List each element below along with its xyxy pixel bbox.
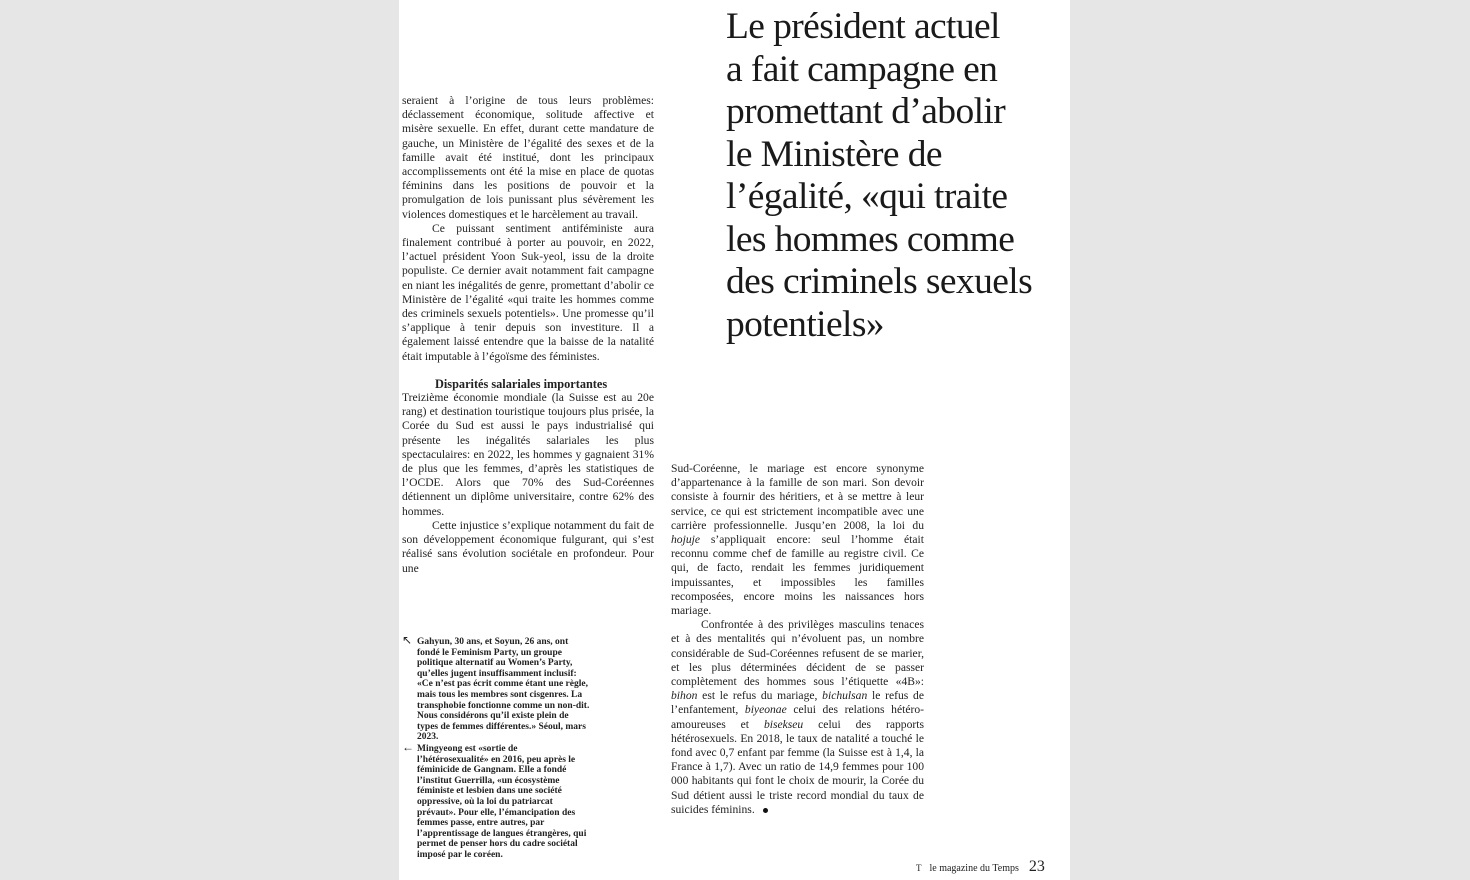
term-biyeonae: biyeonae: [744, 703, 787, 717]
term-bihon: bihon: [671, 689, 698, 703]
article-column-left: [402, 94, 654, 576]
magazine-logo: T: [916, 863, 922, 873]
text-run: celui des rapports hétérosexuels. En 2018, le taux de natalité a touché le fond avec 0,7 enfant par femme (la Suisse est à 1,4, la France à 1,7). Avec un ratio de 14,9 femmes pour 100 000 habitants qui font le choix de mourir, la Corée du Sud détient aussi le triste record mondial du taux de suicides féminins.: [671, 717, 924, 816]
text-run: le refus de l’enfantement,: [671, 689, 924, 717]
pull-quote-line: a fait campagne en: [726, 48, 998, 90]
end-of-article-bullet-icon: [763, 808, 768, 813]
pull-quote-line: Le président actuel: [726, 6, 1000, 47]
photo-caption: [402, 633, 590, 743]
arrow-up-left-icon: ↖: [402, 633, 413, 647]
term-hojuje: hojuje: [671, 533, 700, 547]
caption-text: Gahyun, 30 ans, et Soyun, 26 ans, ont fondé le Feminism Party, un groupe politique alternatif au Women’s Party, qu’elles jugent insuffisamment inclusif: «Ce n’est pas écrit comme étant une règle, mais tous les membres sont cisgenres. La transphobie fonctionne comme un non-dit. Nous considérons qu’il existe plein de types de femmes différentes.» Séoul, mars 2023.: [417, 637, 590, 743]
term-bichulsan: bichulsan: [822, 689, 868, 703]
article-paragraph: seraient à l’origine de tous leurs problèmes: déclassement économique, solitude affective et misère sexuelle. En effet, durant cette mandature de gauche, un Ministère de l’égalité des sexes et de la famille avait été institué, dont les principaux accomplissements ont été la mise en place de quotas féminins dans les positions de pouvoir et la promulgation de lois punissant plus sévèrement les violences domestiques et le harcèlement au travail.: [402, 94, 654, 221]
article-paragraph: Ce puissant sentiment antiféministe aura finalement contribué à porter au pouvoir, en 2022, l’actuel président Yoon Suk-yeol, issu de la droite populiste. Ce dernier avait notamment fait campagne en niant les inégalités de genre, promettant d’abolir ce Ministère de l’égalité «qui traite les hommes comme des criminels sexuels potentiels». Une promesse qu’il s’applique à tenir depuis son investiture. Il a également laissé entendre que la baisse de la natalité était imputable à l’égoïsme des féministes.: [402, 221, 654, 363]
arrow-left-icon: ←: [402, 740, 414, 754]
pull-quote-line: promettant d’abolir: [726, 91, 1006, 132]
text-run: est le refus du mariage,: [697, 689, 823, 703]
pull-quote-line: le Ministère de: [726, 133, 942, 175]
article-paragraph: Treizième économie mondiale (la Suisse est au 20e rang) et destination touristique toujours plus prisée, la Corée du Sud est aussi le pays industrialisé qui présente les inégalités salariales les plus spectaculaires: en 2022, les hommes y gagnaient 31% de plus que les femmes, d’après les statistiques de l’OCDE. Alors que 70% des Sud-Coréennes détiennent un diplôme universitaire, contre 62% des hommes.: [402, 391, 654, 518]
article-paragraph: Cette injustice s’explique notamment du fait de son développement économique fulgurant, qui s’est réalisé sans évolution sociétale en profondeur. Pour une: [402, 518, 654, 575]
article-column-right: [671, 462, 924, 817]
caption-text: Mingyeong est «sortie de l’hétérosexualité» en 2016, peu après le féminicide de Gangnam. Elle a fondé l’institut Guerrilla, «un écosystème féministe et lesbien dans une société oppressive, où la loi du patriarcat prévaut». Pour elle, l’émancipation des femmes passe, entre autres, par l’apprentissage de langues étrangères, qui permet de penser hors du cadre sociétal imposé par le coréen.: [417, 744, 587, 860]
magazine-name: le magazine du Temps: [929, 863, 1019, 874]
text-run: Sud-Coréenne, le mariage est encore synonyme d’appartenance à la famille de son mari. Son devoir consiste à fournir des héritiers, et à se mettre à leur service, ce qui est strictement incompatible avec une carrière professionnelle. Jusqu’en 2008, la loi du: [671, 462, 924, 532]
magazine-page: [399, 0, 1070, 880]
pull-quote-line: les hommes comme: [726, 218, 1015, 260]
section-subheading: Disparités salariales importantes: [435, 376, 608, 391]
pull-quote-line: potentiels»: [726, 303, 884, 345]
pull-quote-line: l’égalité, «qui traite: [726, 176, 1008, 217]
text-run: s’appliquait encore: seul l’homme était reconnu comme chef de famille au registre civil. Ce qui, de facto, rendait les femmes juridiquement impuissantes, et impossibles les familles recomposées, encore moins les naissances hors mariage.: [671, 533, 924, 618]
page-footer: [916, 858, 1045, 876]
article-paragraph: [671, 462, 924, 618]
pull-quote: [726, 6, 1056, 346]
pull-quote-line: des criminels sexuels: [726, 261, 1033, 302]
photo-caption: [402, 740, 590, 861]
text-run: celui des relations hétéro-amoureuses et: [671, 703, 924, 731]
article-paragraph: [671, 618, 924, 817]
text-run: Confrontée à des privilèges masculins tenaces et à des mentalités qui n’évoluent pas, un nombre considérable de Sud-Coréennes refusent de se marier, et les plus déterminées décident de se passer complètement des hommes sous l’étiquette «4B»:: [671, 618, 924, 689]
term-bisekseu: bisekseu: [763, 717, 804, 731]
page-number: 23: [1028, 858, 1045, 875]
